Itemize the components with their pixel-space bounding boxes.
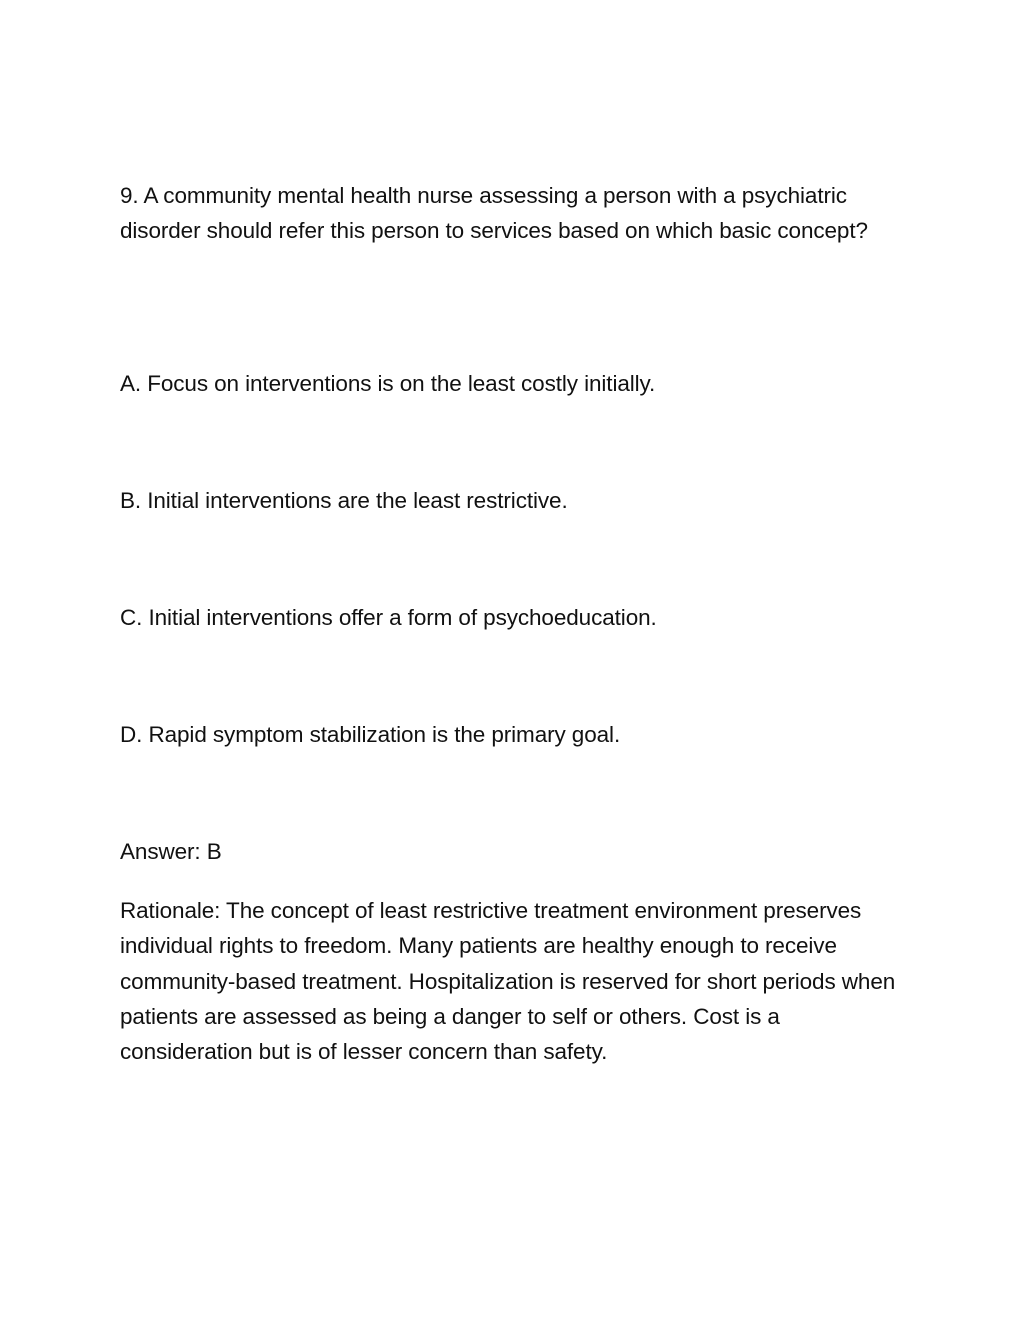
rationale-text: Rationale: The concept of least restrictive treatment environment preserves individual rights to freedom. Many patients are healthy enough to receive community-based treatment. Hospitalization is reserved for short periods when patients are assessed as being a danger to self or others. Cost is a consideration but is of lesser concern than safety.	[120, 898, 896, 1065]
option-a: A. Focus on interventions is on the least costly initially.	[120, 371, 656, 396]
answer-text: Answer: B	[120, 839, 222, 864]
option-b: B. Initial interventions are the least restrictive.	[120, 488, 568, 513]
option-c: C. Initial interventions offer a form of psychoeducation.	[120, 605, 657, 630]
question-text: 9. A community mental health nurse assessing a person with a psychiatric disorder should refer this person to services based on which basic concept?	[120, 183, 868, 244]
option-d: D. Rapid symptom stabilization is the primary goal.	[120, 722, 621, 747]
